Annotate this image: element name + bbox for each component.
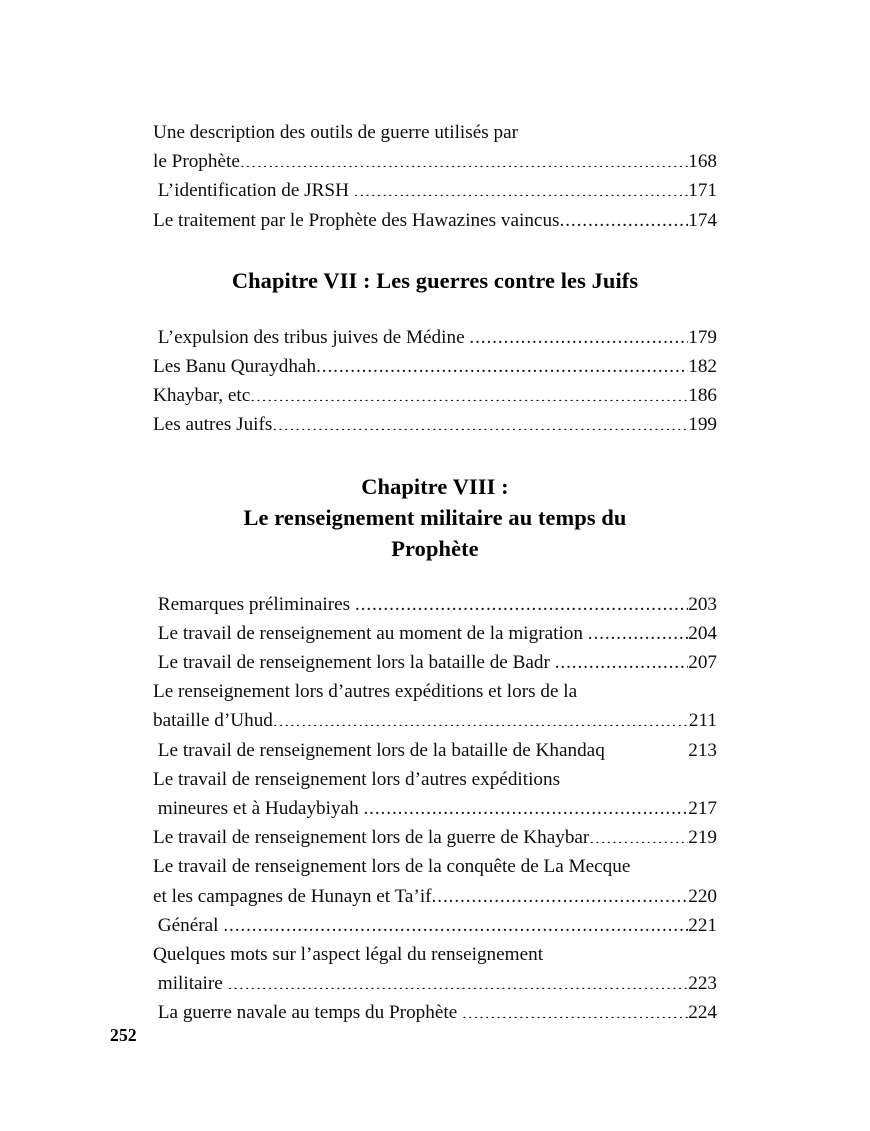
toc-entry-row <box>153 648 717 677</box>
chapter-heading-line: Chapitre VII : Les guerres contre les Juifs <box>231 267 639 293</box>
toc-entry-title: Le travail de renseignement au moment de la migration <box>157 622 583 644</box>
toc-entry-row <box>153 882 717 911</box>
toc-entry-title: Les autres Juifs <box>153 414 273 436</box>
toc-entry-row <box>153 147 717 176</box>
toc-entry-line: Quelques mots sur l’aspect légal du renseignement <box>153 944 544 966</box>
toc-entry-page-number: 174 <box>688 209 717 231</box>
toc-entry[interactable] <box>153 736 717 765</box>
toc-leader-dots <box>272 411 688 430</box>
toc-leader-dots <box>223 912 688 931</box>
toc-entry[interactable] <box>153 590 717 619</box>
toc-entry[interactable] <box>153 911 717 940</box>
toc-entry[interactable] <box>153 352 717 381</box>
toc-entry-page-number: 171 <box>688 180 717 202</box>
toc-entry-row <box>153 736 717 765</box>
toc-entry[interactable] <box>153 823 717 852</box>
toc-entry-page-number: 217 <box>688 798 717 820</box>
toc-entry-title: Le traitement par le Prophète des Hawazines vaincus <box>153 209 560 231</box>
toc-entry-page-number: 168 <box>688 151 717 173</box>
toc-leader-dots <box>354 177 688 196</box>
toc-entry[interactable] <box>153 940 717 998</box>
chapter-heading <box>153 471 717 564</box>
toc-section <box>153 118 717 235</box>
toc-entry-page-number: 179 <box>688 326 717 348</box>
toc-leader-dots <box>588 620 688 639</box>
toc-leader-dots <box>228 970 689 989</box>
toc-entry-row <box>153 823 717 852</box>
chapter-heading-line: Le renseignement militaire au temps du <box>243 504 627 530</box>
toc-section <box>153 323 717 440</box>
toc-entry-title: L’identification de JRSH <box>157 180 349 202</box>
toc-entry-page-number: 219 <box>688 827 717 849</box>
toc-entry-row <box>153 590 717 619</box>
toc-entry-title: mineures et à Hudaybiyah <box>157 798 359 820</box>
toc-entry-title: L’expulsion des tribus juives de Médine <box>157 326 465 348</box>
toc-entry-page-number: 211 <box>688 710 717 732</box>
toc-entry[interactable] <box>153 648 717 677</box>
toc-entry-line: Le renseignement lors d’autres expéditions et lors de la <box>153 681 578 703</box>
toc-leader-dots <box>273 707 689 726</box>
toc-leader-dots <box>589 824 688 843</box>
toc-entry-page-number: 186 <box>688 385 717 407</box>
toc-leader-dots <box>462 999 688 1018</box>
toc-entry-row <box>153 706 717 735</box>
toc-entry-spacer <box>605 736 610 765</box>
toc-section <box>153 590 717 1028</box>
toc-entry[interactable] <box>153 410 717 439</box>
chapter-heading-line: Chapitre VIII : <box>361 473 509 499</box>
toc-entry-row <box>153 911 717 940</box>
toc-entry-title: Les Banu Quraydhah <box>153 356 317 378</box>
chapter-heading-line: Prophète <box>391 535 479 561</box>
toc-entry-page-number: 199 <box>688 414 717 436</box>
toc-entry-title: le Prophète <box>153 151 240 173</box>
toc-entry-page-number: 223 <box>688 973 717 995</box>
toc-leader-dots <box>469 324 688 343</box>
toc-entry-title: Remarques préliminaires <box>157 593 351 615</box>
toc-entry-title: Khaybar, etc <box>153 385 251 407</box>
toc-entry[interactable] <box>153 677 717 735</box>
toc-entry-row <box>153 206 717 235</box>
toc-entry-row <box>153 969 717 998</box>
toc-entry-page-number: 221 <box>688 914 717 936</box>
toc-entry-page-number: 182 <box>688 356 717 378</box>
toc-entry[interactable] <box>153 176 717 205</box>
toc-entry-title: La guerre navale au temps du Prophète <box>157 1002 458 1024</box>
page-number: 252 <box>110 1025 137 1045</box>
toc-entry-title: et les campagnes de Hunayn et Ta’if <box>153 885 432 907</box>
toc-entry-row <box>153 998 717 1027</box>
toc-entry[interactable] <box>153 852 717 910</box>
toc-entry-page-number: 224 <box>688 1002 717 1024</box>
toc-entry[interactable] <box>153 206 717 235</box>
toc-entry-page-number: 204 <box>688 622 717 644</box>
toc-entry-page-number: 220 <box>688 885 717 907</box>
toc-entry-title: Le travail de renseignement lors de la guerre de Khaybar <box>153 827 590 849</box>
toc-leader-dots <box>555 649 689 668</box>
toc-leader-dots <box>560 206 689 225</box>
toc-leader-dots <box>316 353 688 372</box>
toc-entry[interactable] <box>153 998 717 1027</box>
toc-entry-page-number: 213 <box>688 739 717 761</box>
toc-leader-dots <box>240 148 688 167</box>
toc-entry-page-number: 207 <box>688 652 717 674</box>
toc-entry-page-number: 203 <box>688 593 717 615</box>
toc-leader-dots <box>363 795 688 814</box>
toc-entry-row <box>153 352 717 381</box>
toc-entry-row <box>153 381 717 410</box>
toc-entry-title: Le travail de renseignement lors de la bataille de Khandaq <box>157 739 605 761</box>
toc-entry[interactable] <box>153 323 717 352</box>
toc-entry-row <box>153 410 717 439</box>
toc-entry-row <box>153 323 717 352</box>
toc-entry-title: Général <box>157 914 219 936</box>
toc-entry-row <box>153 176 717 205</box>
toc-entry-title: militaire <box>157 973 223 995</box>
toc-leader-dots <box>432 882 689 901</box>
chapter-heading <box>153 265 717 296</box>
table-of-contents <box>153 118 717 1028</box>
toc-entry-line: Le travail de renseignement lors d’autres expéditions <box>153 768 561 790</box>
toc-entry-line: Une description des outils de guerre utilisés par <box>153 122 519 143</box>
toc-entry-title: bataille d’Uhud <box>153 710 273 732</box>
toc-entry[interactable] <box>153 619 717 648</box>
toc-leader-dots <box>355 590 688 609</box>
toc-entry[interactable] <box>153 765 717 823</box>
toc-entry-line: Le travail de renseignement lors de la conquête de La Mecque <box>153 856 631 878</box>
toc-entry-row <box>153 619 717 648</box>
toc-entry[interactable] <box>153 381 717 410</box>
toc-entry[interactable] <box>153 118 717 176</box>
toc-entry-title: Le travail de renseignement lors la bataille de Badr <box>157 652 550 674</box>
toc-leader-dots <box>250 382 688 401</box>
toc-entry-row <box>153 794 717 823</box>
